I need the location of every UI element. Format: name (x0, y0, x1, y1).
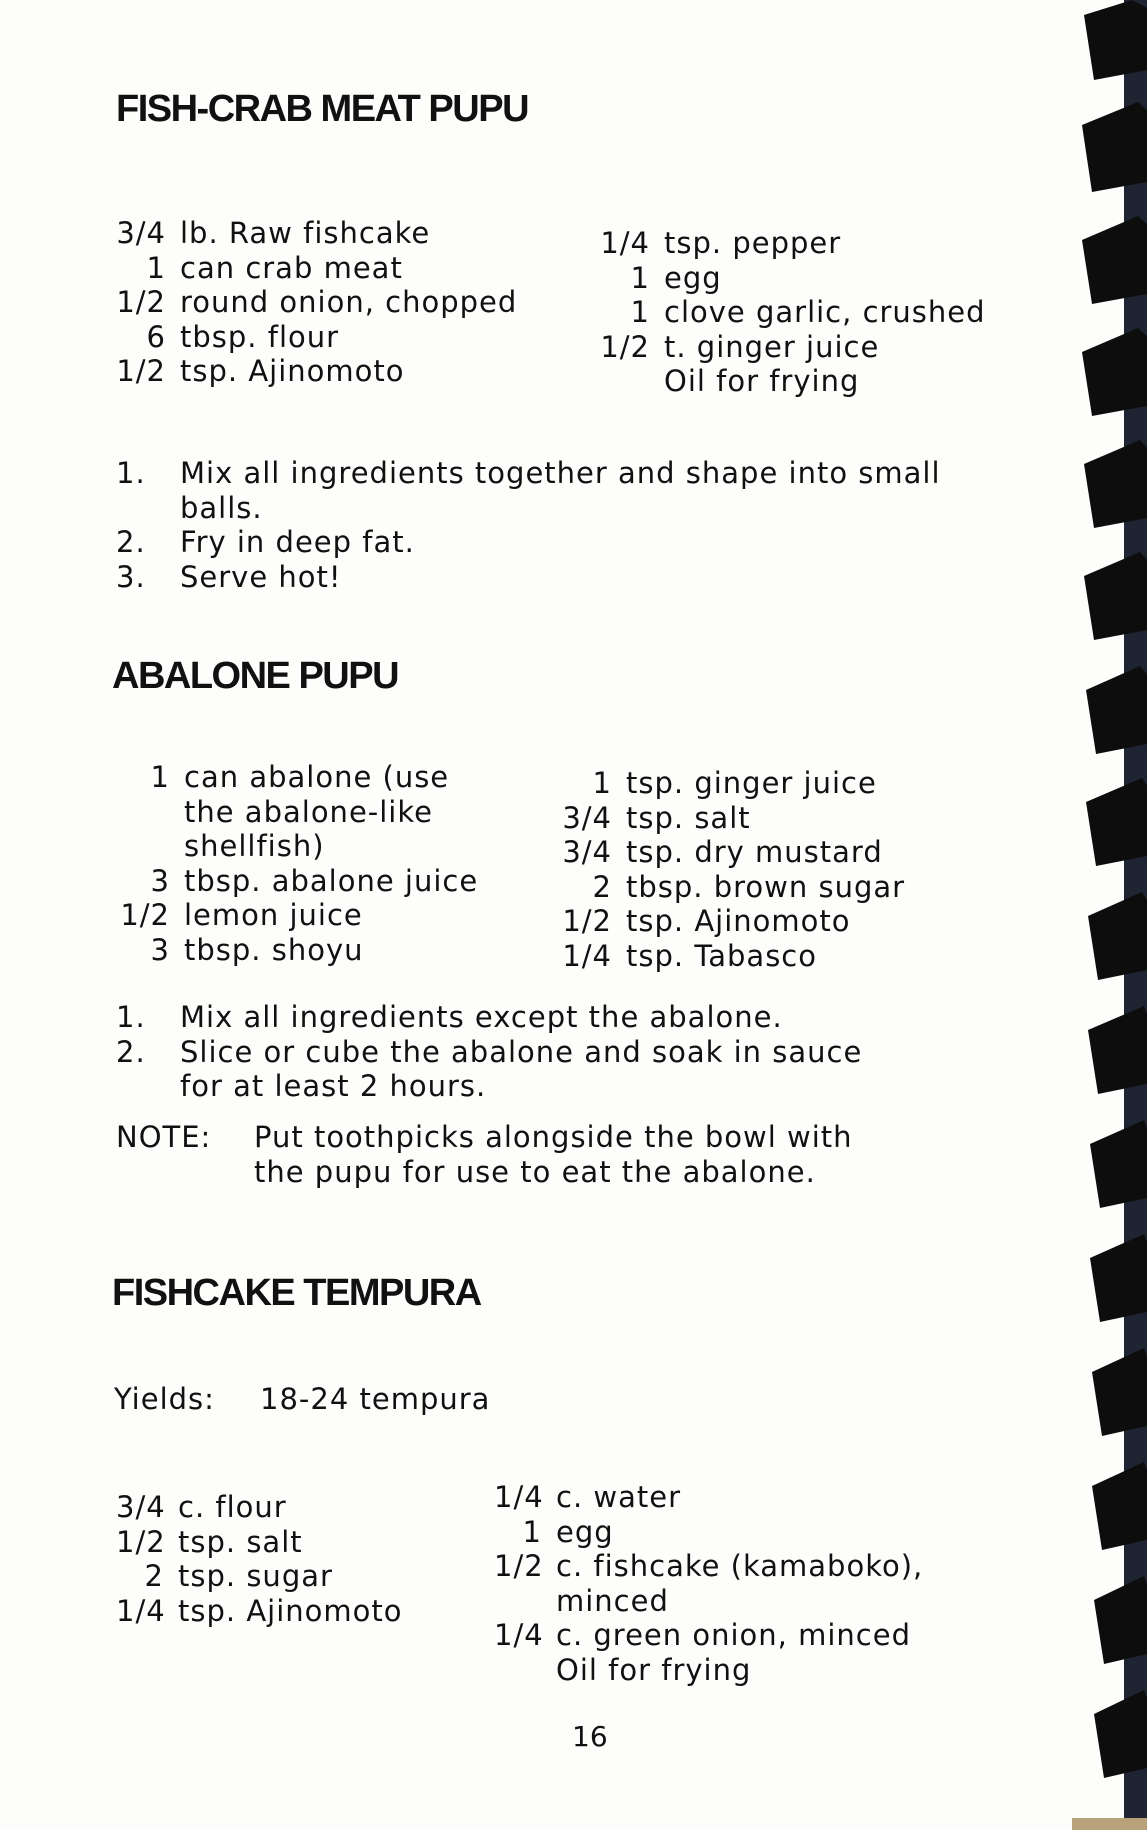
ingredient-row (116, 898, 478, 933)
ingredient-qty: 3/4 (562, 800, 612, 835)
ingredient-qty: 1/2 (600, 329, 650, 364)
ingredient-item: round onion, chopped (180, 285, 518, 319)
ingredient-row (116, 285, 517, 320)
ingredient-item: tsp. salt (178, 1524, 303, 1559)
ingredient-item: egg (556, 1514, 614, 1549)
ingredient-qty (596, 364, 664, 399)
ingredient-item: can crab meat (180, 250, 403, 285)
ingredient-row (116, 760, 478, 795)
ingredient-item: tbsp. shoyu (184, 932, 364, 967)
step-number: 2. (116, 525, 146, 559)
ingredient-qty: 1/2 (116, 1524, 166, 1559)
ingredient-row (558, 939, 905, 974)
ingredient-row (494, 1584, 923, 1619)
recipe-title-fishcake-tempura: FISHCAKE TEMPURA (112, 1272, 481, 1314)
ingredient-qty: 1/2 (120, 898, 170, 932)
ingredient-qty: 1/2 (116, 354, 166, 388)
ingredient-qty: 3/4 (116, 216, 166, 250)
ingredient-row (558, 801, 905, 836)
abalone-ingredients-left (116, 760, 478, 967)
ingredient-item: c. fishcake (kamaboko), (556, 1549, 924, 1583)
ingredient-qty: 1 (592, 766, 612, 800)
ingredient-row (596, 226, 986, 261)
step-number: 2. (116, 1034, 146, 1069)
ingredient-qty: 1/4 (494, 1480, 544, 1514)
ingredient-qty: 1/4 (494, 1618, 544, 1652)
ingredient-item: c. water (556, 1480, 682, 1514)
ingredient-item: tsp. Tabasco (626, 938, 817, 973)
ingredient-qty: 1 (522, 1514, 542, 1549)
ingredient-qty: 1/2 (116, 285, 166, 319)
ingredient-row (116, 795, 478, 830)
step-text: Mix all ingredients together and shape into small balls. (180, 456, 941, 525)
ingredient-row (494, 1618, 923, 1653)
ingredient-row (596, 295, 986, 330)
ingredient-row (494, 1549, 923, 1584)
ingredient-row (116, 1594, 403, 1629)
ingredient-qty (116, 795, 184, 830)
ingredient-item: tsp. salt (626, 800, 751, 835)
ingredient-row (494, 1480, 923, 1515)
ingredient-item: c. green onion, minced (556, 1618, 911, 1652)
step-text: Serve hot! (180, 559, 342, 594)
ingredient-qty: 1 (150, 760, 170, 794)
ingredient-qty (116, 829, 184, 864)
ingredient-item: tsp. ginger juice (626, 766, 877, 800)
ingredient-qty: 3 (150, 932, 170, 967)
ingredient-item: egg (664, 260, 722, 295)
ingredient-item: t. ginger juice (664, 329, 880, 364)
ingredient-qty: 3 (150, 863, 170, 898)
ingredient-row (116, 1559, 403, 1594)
ingredient-item: c. flour (178, 1490, 287, 1524)
spiral-binding (1072, 0, 1147, 1830)
ingredient-item: tbsp. flour (180, 319, 340, 354)
recipe-title-abalone: ABALONE PUPU (112, 655, 399, 697)
ingredient-qty: 3/4 (116, 1490, 166, 1524)
ingredient-row (116, 320, 517, 355)
ingredient-row (116, 864, 478, 899)
ingredient-row (558, 870, 905, 905)
ingredient-item: tsp. sugar (178, 1559, 333, 1593)
tempura-yields (114, 1382, 490, 1416)
ingredient-row (116, 251, 517, 286)
ingredient-qty: 1/4 (116, 1593, 166, 1628)
step-text: Mix all ingredients except the abalone. (180, 1000, 783, 1034)
step (116, 456, 976, 525)
ingredient-item: tbsp. abalone juice (184, 863, 479, 898)
ingredient-item: tsp. Ajinomoto (626, 904, 851, 938)
ingredient-qty: 1/4 (562, 938, 612, 973)
ingredient-qty: 1 (630, 260, 650, 295)
ingredient-qty: 1 (630, 295, 650, 329)
ingredient-item: clove garlic, crushed (664, 295, 986, 329)
step-text: Fry in deep fat. (180, 525, 415, 559)
ingredient-item: the abalone-like (184, 794, 433, 829)
ingredient-row (494, 1515, 923, 1550)
note-text: Put toothpicks alongside the bowl with the pupu for use to eat the abalone. (254, 1120, 853, 1189)
ingredient-qty: 3/4 (562, 835, 612, 869)
yields-value: 18-24 tempura (260, 1382, 491, 1416)
ingredient-qty: 1/2 (494, 1549, 544, 1583)
ingredient-row (596, 261, 986, 296)
ingredient-row (116, 829, 478, 864)
step-text: Slice or cube the abalone and soak in sauce for at least 2 hours. (180, 1034, 863, 1103)
note-label: NOTE: (116, 1120, 212, 1154)
ingredient-row (116, 1525, 403, 1560)
fish-crab-ingredients-right (596, 226, 986, 399)
recipe-title-fish-crab: FISH-CRAB MEAT PUPU (116, 88, 529, 130)
ingredient-qty: 1/2 (562, 904, 612, 938)
ingredient-item: tsp. Ajinomoto (178, 1593, 403, 1628)
ingredient-item: tsp. pepper (664, 226, 842, 260)
ingredient-row (116, 354, 517, 389)
ingredient-qty (494, 1584, 556, 1619)
tempura-ingredients-left (116, 1490, 403, 1628)
ingredient-row (116, 1490, 403, 1525)
step-number: 1. (116, 456, 146, 490)
ingredient-qty: 2 (592, 869, 612, 904)
ingredient-qty: 1/4 (600, 226, 650, 260)
ingredient-row (596, 364, 986, 399)
ingredient-item: can abalone (use (184, 760, 450, 794)
step (116, 525, 976, 560)
ingredient-row (596, 330, 986, 365)
ingredient-row (116, 216, 517, 251)
ingredient-row (558, 904, 905, 939)
ingredient-qty (494, 1653, 556, 1688)
step (116, 1035, 896, 1104)
yields-label: Yields: (114, 1382, 215, 1416)
ingredient-qty: 2 (144, 1559, 164, 1593)
ingredient-item: Oil for frying (556, 1652, 752, 1687)
ingredient-item: tbsp. brown sugar (626, 869, 906, 904)
ingredient-item: lemon juice (184, 898, 363, 932)
ingredient-item: tsp. Ajinomoto (180, 354, 405, 388)
page-number: 16 (572, 1720, 608, 1753)
ingredient-row (558, 766, 905, 801)
ingredient-qty: 6 (146, 319, 166, 354)
ingredient-item: minced (556, 1583, 669, 1618)
step (116, 560, 976, 595)
ingredient-item: Oil for frying (664, 364, 860, 398)
ingredient-row (558, 835, 905, 870)
ingredient-qty: 1 (146, 250, 166, 285)
abalone-note (116, 1120, 976, 1190)
ingredient-item: shellfish) (184, 829, 325, 863)
ingredient-item: lb. Raw fishcake (180, 216, 431, 250)
step (116, 1000, 976, 1035)
ingredient-row (494, 1653, 923, 1688)
abalone-steps (116, 1000, 976, 1104)
ingredient-item: tsp. dry mustard (626, 835, 883, 869)
fish-crab-ingredients-left (116, 216, 517, 389)
fish-crab-steps (116, 456, 976, 594)
tempura-ingredients-right (494, 1480, 923, 1687)
abalone-ingredients-right (558, 766, 905, 973)
step-number: 1. (116, 1000, 146, 1034)
step-number: 3. (116, 559, 146, 594)
ingredient-row (116, 933, 478, 968)
